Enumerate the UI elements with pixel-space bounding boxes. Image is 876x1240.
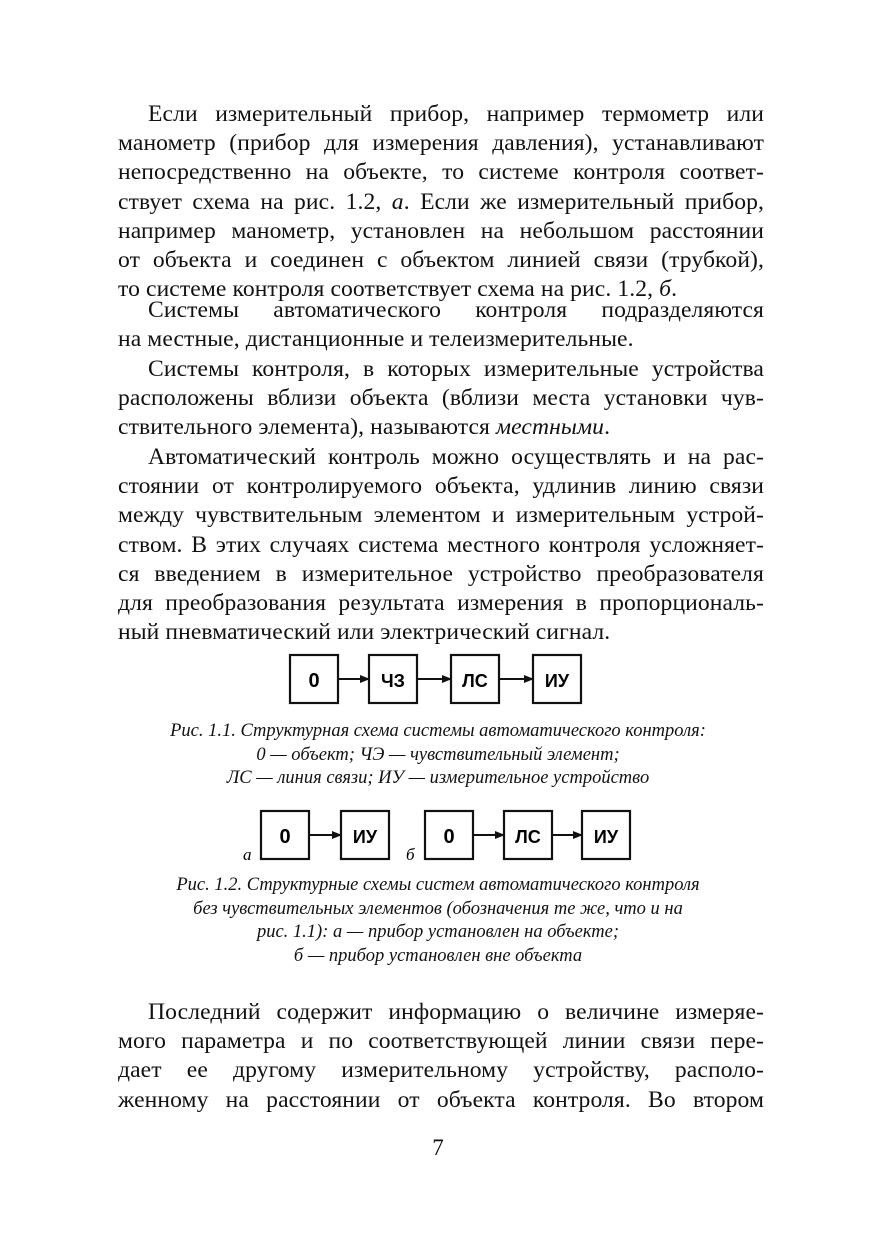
text-line: Если измерительный прибор, например термометр или <box>148 101 764 127</box>
text-line: манометр (прибор для измерения давления), устанавливают <box>118 130 764 157</box>
block-label: ЛС <box>515 827 541 847</box>
block-label: 0 <box>308 670 320 692</box>
text-line <box>118 413 764 442</box>
figure-1-2-caption <box>100 874 776 968</box>
italic-letter: а <box>391 188 404 215</box>
text-line: ный пневматический или электрический сигнал. <box>118 619 611 646</box>
text-line: Последний содержит информацию о величине измеряе- <box>148 999 764 1025</box>
text-segment: . <box>671 276 678 303</box>
text-line: стоянии от контролируемого объекта, удлинив линию связи <box>118 473 764 500</box>
caption-line: Рис. 1.2. Структурные схемы систем автоматического контроля <box>176 875 700 895</box>
text-line: мого параметра и по соответствующей линии связи пере- <box>118 1028 764 1055</box>
figure-1-1-diagram <box>0 652 876 712</box>
text-line: для преобразования результата измерения в пропорциональ- <box>118 590 764 617</box>
text-line: например манометр, установлен на небольшом расстоянии <box>118 217 764 244</box>
caption-line: без чувствительных элементов (обозначения те же, что и на <box>193 898 683 919</box>
variant-label-a: а <box>243 845 252 864</box>
page-number: 7 <box>432 1135 444 1160</box>
text-line: ся введением в измерительное устройство преобразователя <box>118 560 764 587</box>
text-line: Системы контроля, в которых измерительные устройства <box>148 356 764 382</box>
text-segment: ствительного элемента), называются <box>118 414 496 441</box>
text-line: непосредственно на объекте, то системе контроля соответ- <box>118 159 764 186</box>
block-label: ИУ <box>352 827 378 847</box>
block-label: ИУ <box>544 671 570 691</box>
caption-line: ЛС — линия связи; ИУ — измерительное устройство <box>226 768 650 788</box>
figure-1-1-caption <box>100 720 776 791</box>
italic-term: местными <box>495 414 605 441</box>
text-line: женному на расстоянии от объекта контроля. Во втором <box>118 1086 764 1113</box>
paragraph-2 <box>118 296 764 354</box>
text-line: расположены вблизи объекта (вблизи места установки чув- <box>118 385 764 412</box>
paragraph-4 <box>118 443 764 647</box>
caption-line: б — прибор установлен вне объекта <box>293 945 583 966</box>
caption-line: Рис. 1.1. Структурная схема системы автоматического контроля: <box>170 721 706 741</box>
figure-1-2-diagram <box>0 806 876 866</box>
paragraph-3 <box>118 355 764 443</box>
text-line <box>118 188 764 217</box>
text-line: Системы автоматического контроля подразделяются <box>148 297 764 323</box>
text-segment: то системе контроля соответствует схема на рис. 1.2, <box>118 276 660 303</box>
caption-line: 0 — объект; ЧЭ — чувствительный элемент; <box>256 744 620 765</box>
text-segment: ствует схема на рис. 1.2, <box>118 188 392 215</box>
text-line: ством. В этих случаях система местного контроля усложняет- <box>118 531 764 558</box>
block-label: 0 <box>443 826 455 848</box>
italic-letter: б <box>659 276 672 303</box>
text-segment: . Если же измерительный прибор, <box>403 188 765 215</box>
text-line: Автоматический контроль можно осуществлять и на рас- <box>148 444 764 470</box>
block-label: 0 <box>279 826 291 848</box>
block-label: ИУ <box>593 827 619 847</box>
paragraph-5 <box>118 998 764 1115</box>
paragraph-1 <box>118 100 764 304</box>
text-line: на местные, дистанционные и телеизмерительные. <box>118 326 634 353</box>
block-label: ЧЗ <box>381 671 405 691</box>
text-segment: . <box>604 414 611 441</box>
block-label: ЛС <box>462 671 488 691</box>
text-line: между чувствительным элементом и измерительным устрой- <box>118 502 764 529</box>
caption-line: рис. 1.1): а — прибор установлен на объекте; <box>256 922 620 942</box>
text-line: дает ее другому измерительному устройству, располо- <box>118 1057 764 1084</box>
text-line: от объекта и соединен с объектом линией связи (трубкой), <box>118 247 764 274</box>
variant-label-b: б <box>406 845 415 864</box>
